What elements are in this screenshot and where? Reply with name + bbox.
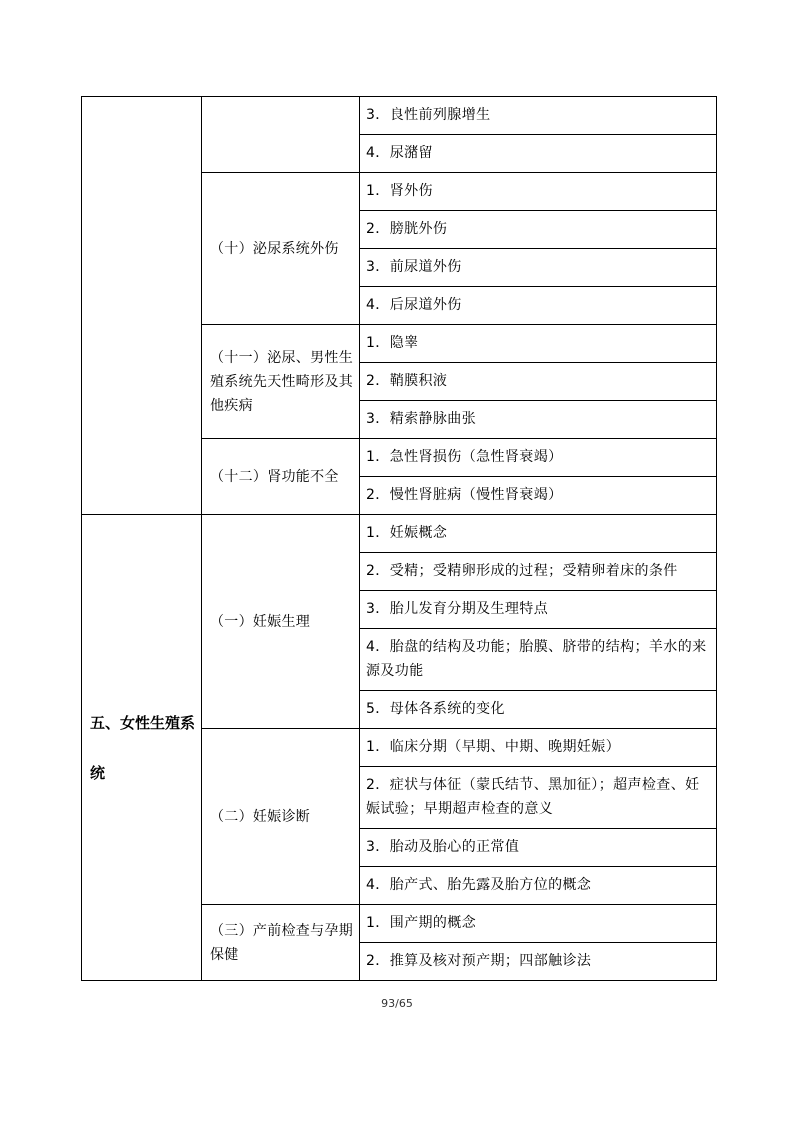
item-cell: 2．推算及核对预产期；四部触诊法 — [360, 943, 717, 981]
topic-cell: （十）泌尿系统外伤 — [202, 173, 360, 325]
topic-cell — [202, 97, 360, 173]
item-cell: 1．临床分期（早期、中期、晚期妊娠） — [360, 729, 717, 767]
item-cell: 2．症状与体征（蒙氏结节、黑加征）；超声检查、妊娠试验；早期超声检查的意义 — [360, 767, 717, 829]
page-number: 93/65 — [381, 997, 413, 1010]
item-cell: 3．精索静脉曲张 — [360, 401, 717, 439]
topic-cell: （十一）泌尿、男性生殖系统先天性畸形及其他疾病 — [202, 325, 360, 439]
topic-cell: （一）妊娠生理 — [202, 515, 360, 729]
item-cell: 3．前尿道外伤 — [360, 249, 717, 287]
syllabus-table — [81, 96, 717, 981]
item-cell: 4．胎产式、胎先露及胎方位的概念 — [360, 867, 717, 905]
item-cell: 2．受精；受精卵形成的过程；受精卵着床的条件 — [360, 553, 717, 591]
item-cell: 4．胎盘的结构及功能；胎膜、脐带的结构；羊水的来源及功能 — [360, 629, 717, 691]
topic-cell: （二）妊娠诊断 — [202, 729, 360, 905]
item-cell: 3．胎动及胎心的正常值 — [360, 829, 717, 867]
item-cell: 4．后尿道外伤 — [360, 287, 717, 325]
system-cell — [82, 97, 202, 515]
item-cell: 2．慢性肾脏病（慢性肾衰竭） — [360, 477, 717, 515]
system-cell: 五、女性生殖系统 — [82, 515, 202, 981]
item-cell: 1．妊娠概念 — [360, 515, 717, 553]
item-cell: 1．隐睾 — [360, 325, 717, 363]
item-cell: 3．良性前列腺增生 — [360, 97, 717, 135]
item-cell: 5．母体各系统的变化 — [360, 691, 717, 729]
item-cell: 1．急性肾损伤（急性肾衰竭） — [360, 439, 717, 477]
item-cell: 4．尿潴留 — [360, 135, 717, 173]
topic-cell: （三）产前检查与孕期保健 — [202, 905, 360, 981]
item-cell: 2．膀胱外伤 — [360, 211, 717, 249]
item-cell: 1．肾外伤 — [360, 173, 717, 211]
topic-cell: （十二）肾功能不全 — [202, 439, 360, 515]
item-cell: 3．胎儿发育分期及生理特点 — [360, 591, 717, 629]
item-cell: 1．围产期的概念 — [360, 905, 717, 943]
item-cell: 2．鞘膜积液 — [360, 363, 717, 401]
